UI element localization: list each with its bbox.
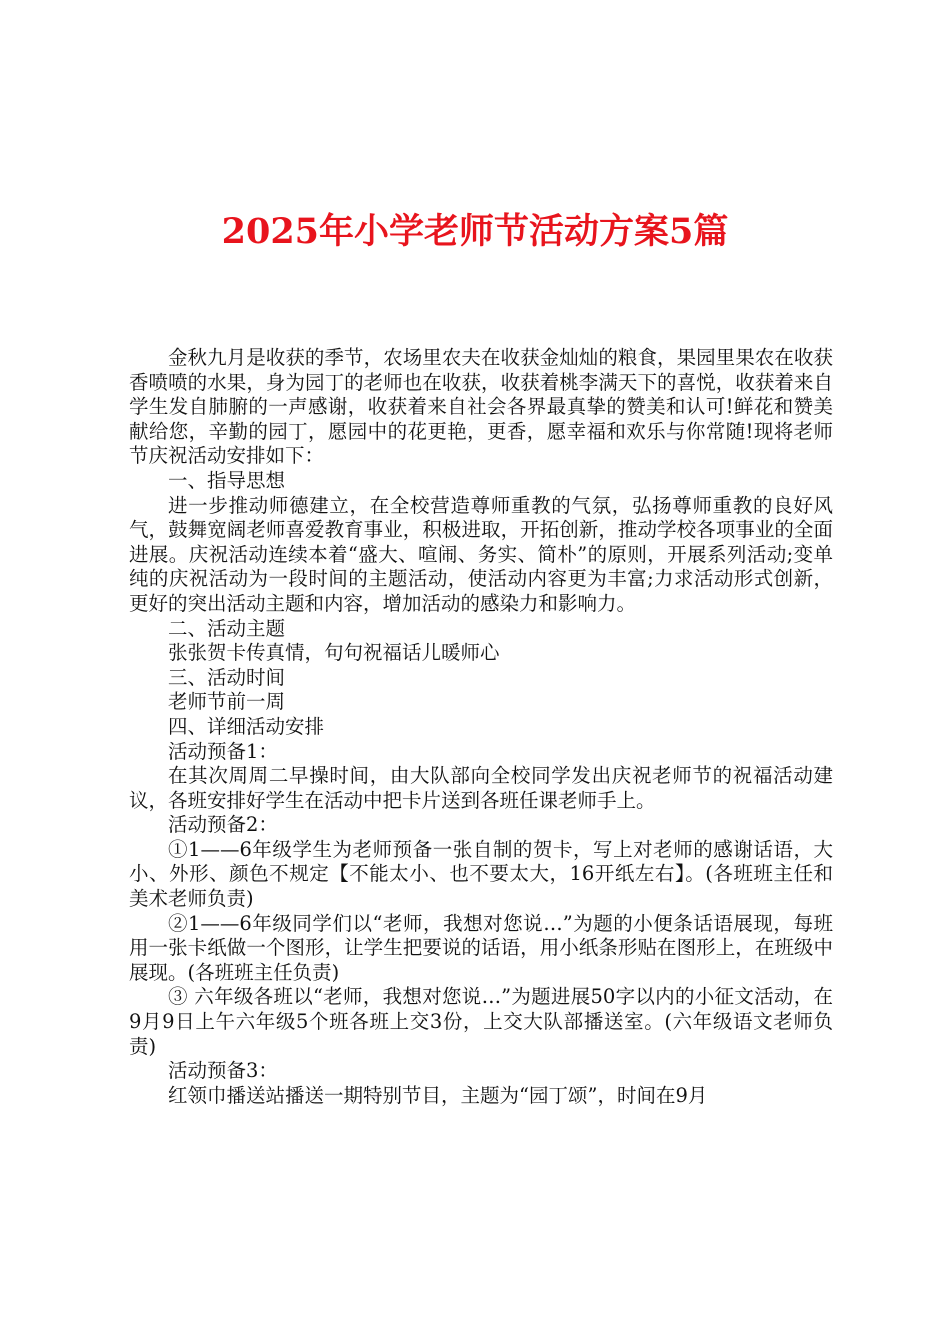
activity-prep-2-item-2: ②1——6年级同学们以“老师，我想对您说…”为题的小便条话语展现，每班用一张卡纸做一个图形，让学生把要说的话语，用小纸条形贴在图形上，在班级中展现。(各班班主任负责) xyxy=(129,911,833,984)
document-title: 2025年小学老师节活动方案5篇 xyxy=(221,211,729,252)
activity-prep-1-paragraph: 在其次周周二早操时间，由大队部向全校同学发出庆祝老师节的祝福活动建议，各班安排好学生在活动中把卡片送到各班任课老师手上。 xyxy=(129,764,833,812)
section-heading-detailed-arrangement: 四、详细活动安排 xyxy=(168,714,325,738)
activity-prep-3-heading: 活动预备3： xyxy=(168,1059,278,1083)
intro-paragraph: 金秋九月是收获的季节，农场里农夫在收获金灿灿的粮食，果园里果农在收获香喷喷的水果，身为园丁的老师也在收获，收获着桃李满天下的喜悦，收获着来自学生发自肺腑的一声感谢，收获着来自社会各界最真挚的赞美和认可!鲜花和赞美献给您，辛勤的园丁，愿园中的花更艳，更香，愿幸福和欢乐与你常随!现将老师节庆祝活动安排如下： xyxy=(129,346,833,468)
document-body xyxy=(129,346,833,1108)
activity-prep-1-heading: 活动预备1： xyxy=(168,739,278,763)
activity-time-text: 老师节前一周 xyxy=(168,690,286,714)
section-heading-activity-theme: 二、活动主题 xyxy=(168,616,286,640)
activity-prep-2-heading: 活动预备2： xyxy=(168,813,278,837)
activity-prep-3-paragraph: 红领巾播送站播送一期特别节目，主题为“园丁颂”，时间在9月 xyxy=(168,1083,708,1107)
activity-theme-text: 张张贺卡传真情，句句祝福话儿暖师心 xyxy=(168,641,500,665)
section-heading-activity-time: 三、活动时间 xyxy=(168,665,286,689)
guiding-ideology-paragraph: 进一步推动师德建立，在全校营造尊师重教的气氛，弘扬尊师重教的良好风气，鼓舞宽阔老师喜爱教育事业，积极进取，开拓创新，推动学校各项事业的全面进展。庆祝活动连续本着“盛大、喧闹、务实、简朴”的原则，开展系列活动;变单纯的庆祝活动为一段时间的主题活动，使活动内容更为丰富;力求活动形式创新，更好的突出活动主题和内容，增加活动的感染力和影响力。 xyxy=(129,493,833,615)
section-heading-guiding-ideology: 一、指导思想 xyxy=(168,468,286,492)
activity-prep-2-item-3: ③ 六年级各班以“老师，我想对您说…”为题进展50字以内的小征文活动，在9月9日上午六年级5个班各班上交3份，上交大队部播送室。(六年级语文老师负责) xyxy=(129,985,833,1058)
activity-prep-2-item-1: ①1——6年级学生为老师预备一张自制的贺卡，写上对老师的感谢话语，大小、外形、颜色不规定【不能太小、也不要太大，16开纸左右】。(各班班主任和美术老师负责) xyxy=(129,837,833,911)
